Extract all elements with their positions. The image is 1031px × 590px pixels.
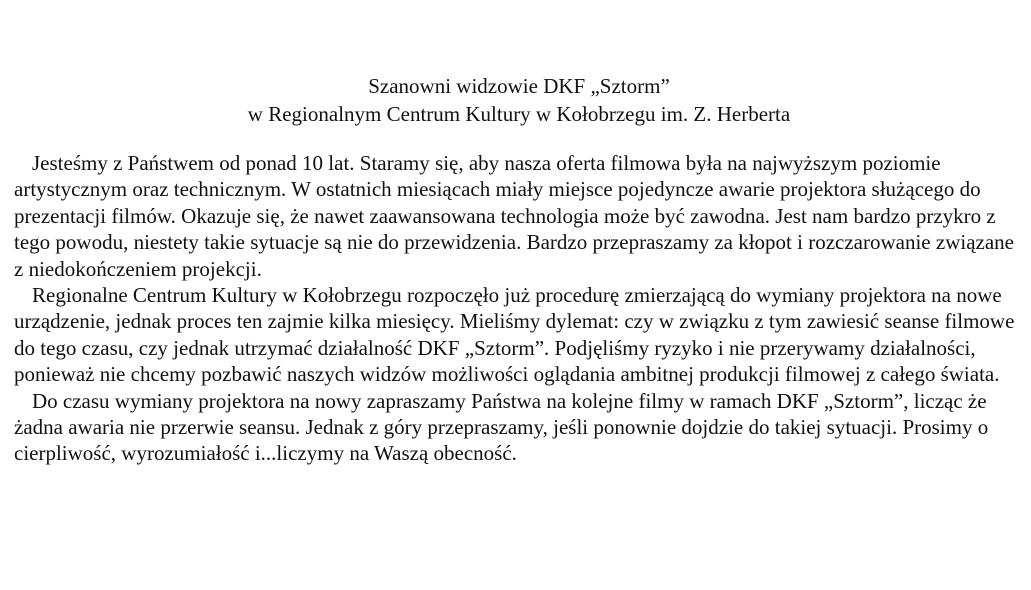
paragraph-3: Do czasu wymiany projektora na nowy zapraszamy Państwa na kolejne filmy w ramach DKF „Sztorm”, licząc że żadna awaria nie przerwie seansu. Jednak z góry przepraszamy, jeśli ponownie dojdzie do takiej sytuacji. Prosimy o cierpliwość, wyrozumiałość i...liczymy na Waszą obecność. — [14, 388, 989, 466]
heading-line-2: w Regionalnym Centrum Kultury w Kołobrzegu im. Z. Herberta — [247, 102, 791, 126]
document-heading — [14, 72, 1024, 128]
document-body — [14, 150, 1024, 467]
heading-line-1: Szanowni widzowie DKF „Sztorm” — [368, 74, 670, 98]
paragraph-2: Regionalne Centrum Kultury w Kołobrzegu rozpoczęło już procedurę zmierzającą do wymiany projektora na nowe urządzenie, jednak proces ten zajmie kilka miesięcy. Mieliśmy dylemat: czy w związku z tym zawiesić seanse filmowe do tego czasu, czy jednak utrzymać działalność DKF „Sztorm”. Podjęliśmy ryzyko i nie przerywamy działalności, ponieważ nie chcemy pozbawić naszych widzów możliwości oglądania ambitnej produkcji filmowej z całego świata. — [14, 283, 1015, 387]
document-page — [14, 0, 1024, 590]
paragraph-1: Jesteśmy z Państwem od ponad 10 lat. Staramy się, aby nasza oferta filmowa była na najwyższym poziomie artystycznym oraz technicznym. W ostatnich miesiącach miały miejsce pojedyncze awarie projektora służącego do prezentacji filmów. Okazuje się, że nawet zaawansowana technologia może być zawodna. Jest nam bardzo przykro z tego powodu, niestety takie sytuacje są nie do przewidzenia. Bardzo przepraszamy za kłopot i rozczarowanie związane z niedokończeniem projekcji. — [14, 151, 1014, 281]
